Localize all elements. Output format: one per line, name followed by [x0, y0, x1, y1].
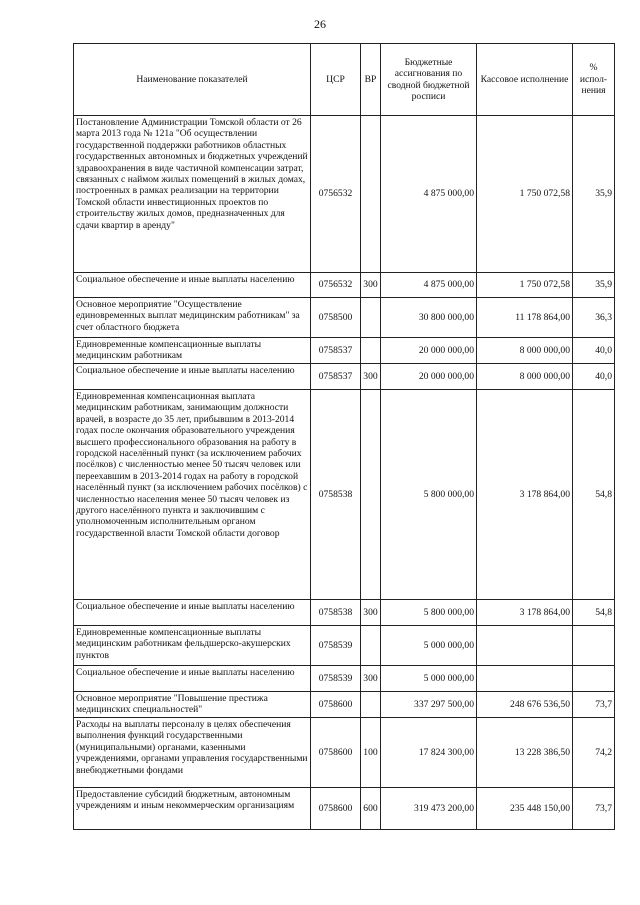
- row-name: Единовременные компенсационные выплаты медицинским работникам: [74, 338, 311, 364]
- header-vr: ВР: [361, 44, 381, 116]
- row-csr: 0756532: [311, 116, 361, 273]
- row-name: Социальное обеспечение и иные выплаты населению: [74, 273, 311, 298]
- row-allocation: 5 000 000,00: [381, 626, 477, 666]
- table-row: [74, 788, 615, 830]
- page-number: 26: [314, 17, 326, 31]
- row-cash: [477, 666, 573, 692]
- table-row: [74, 364, 615, 390]
- table-row: [74, 718, 615, 788]
- row-allocation: 4 875 000,00: [381, 116, 477, 273]
- row-vr: 300: [361, 666, 381, 692]
- row-vr: 300: [361, 600, 381, 626]
- row-csr: 0758600: [311, 692, 361, 718]
- row-percent: 54,8: [573, 390, 615, 600]
- row-name: Социальное обеспечение и иные выплаты населению: [74, 666, 311, 692]
- table-row: [74, 666, 615, 692]
- header-name: Наименование показателей: [74, 44, 311, 116]
- table-row: [74, 273, 615, 298]
- row-vr: [361, 692, 381, 718]
- row-vr: 300: [361, 364, 381, 390]
- row-name: Социальное обеспечение и иные выплаты населению: [74, 600, 311, 626]
- row-csr: 0758500: [311, 298, 361, 338]
- header-cash-execution: Кассовое исполнение: [477, 44, 573, 116]
- table-row: [74, 692, 615, 718]
- row-percent: 40,0: [573, 338, 615, 364]
- row-csr: 0758537: [311, 338, 361, 364]
- row-cash: 11 178 864,00: [477, 298, 573, 338]
- row-percent: 35,9: [573, 116, 615, 273]
- row-cash: 235 448 150,00: [477, 788, 573, 830]
- table-row: [74, 338, 615, 364]
- row-percent: [573, 666, 615, 692]
- row-vr: 100: [361, 718, 381, 788]
- table-row: [74, 600, 615, 626]
- row-csr: 0758538: [311, 600, 361, 626]
- row-csr: 0758538: [311, 390, 361, 600]
- row-vr: [361, 298, 381, 338]
- row-csr: 0758537: [311, 364, 361, 390]
- row-vr: 300: [361, 273, 381, 298]
- row-cash: 13 228 386,50: [477, 718, 573, 788]
- row-cash: 3 178 864,00: [477, 600, 573, 626]
- row-csr: 0758539: [311, 666, 361, 692]
- table-row: [74, 298, 615, 338]
- row-percent: 73,7: [573, 788, 615, 830]
- row-name: Предоставление субсидий бюджетным, автономным учреждениям и иным некоммерческим организациям: [74, 788, 311, 830]
- header-csr: ЦСР: [311, 44, 361, 116]
- row-percent: [573, 626, 615, 666]
- header-allocations: Бюджетные ассигнования по сводной бюджетной росписи: [381, 44, 477, 116]
- row-percent: 54,8: [573, 600, 615, 626]
- row-cash: 8 000 000,00: [477, 338, 573, 364]
- row-name: Постановление Администрации Томской области от 26 марта 2013 года № 121а "Об осуществлении государственной поддержки работников областных государственных автономных и бюджетных учреждений здравоохранения в виде частичной компенсации затрат, связанных с наймом жилых помещений в жилых домах, построенных в рамках реализации на территории Томской области инвестиционных проектов по строительству жилых домов, предназначенных для сдачи квартир в аренду": [74, 116, 311, 273]
- row-allocation: 20 000 000,00: [381, 364, 477, 390]
- row-csr: 0758539: [311, 626, 361, 666]
- row-allocation: 337 297 500,00: [381, 692, 477, 718]
- row-percent: 74,2: [573, 718, 615, 788]
- row-vr: [361, 626, 381, 666]
- row-allocation: 30 800 000,00: [381, 298, 477, 338]
- row-vr: [361, 390, 381, 600]
- row-csr: 0758600: [311, 788, 361, 830]
- row-percent: 35,9: [573, 273, 615, 298]
- row-cash: 1 750 072,58: [477, 273, 573, 298]
- table-row: [74, 626, 615, 666]
- table-row: [74, 390, 615, 600]
- row-allocation: 4 875 000,00: [381, 273, 477, 298]
- row-percent: 40,0: [573, 364, 615, 390]
- row-csr: 0756532: [311, 273, 361, 298]
- header-percent: % испол-нения: [573, 44, 615, 116]
- row-cash: 3 178 864,00: [477, 390, 573, 600]
- row-allocation: 5 800 000,00: [381, 600, 477, 626]
- row-vr: [361, 338, 381, 364]
- budget-table: [73, 43, 615, 830]
- row-vr: [361, 116, 381, 273]
- row-name: Социальное обеспечение и иные выплаты населению: [74, 364, 311, 390]
- row-cash: 1 750 072,58: [477, 116, 573, 273]
- row-allocation: 17 824 300,00: [381, 718, 477, 788]
- row-vr: 600: [361, 788, 381, 830]
- row-name: Основное мероприятие "Осуществление единовременных выплат медицинским работникам" за счет областного бюджета: [74, 298, 311, 338]
- row-cash: 248 676 536,50: [477, 692, 573, 718]
- row-cash: [477, 626, 573, 666]
- row-allocation: 319 473 200,00: [381, 788, 477, 830]
- row-allocation: 20 000 000,00: [381, 338, 477, 364]
- row-name: Основное мероприятие "Повышение престижа медицинских специальностей": [74, 692, 311, 718]
- table-header-row: [74, 44, 615, 116]
- row-percent: 36,3: [573, 298, 615, 338]
- row-allocation: 5 000 000,00: [381, 666, 477, 692]
- row-name: Единовременная компенсационная выплата медицинским работникам, занимающим должности врачей, в возрасте до 35 лет, прибывшим в 2013-2014 годах после окончания образовательного учреждения высшего профессионального образования на работу в городской населённый пункт (за исключением рабочих посёлков) с численностью менее 50 тысяч человек или переехавшим в 2013-2014 годах на работу в городской населённый пункт (за исключением рабочих посёлков) с численностью населения менее 50 тысяч человек из другого населённого пункта и заключившим с уполномоченным исполнительным органом государственной власти Томской области договор: [74, 390, 311, 600]
- row-allocation: 5 800 000,00: [381, 390, 477, 600]
- row-name: Расходы на выплаты персоналу в целях обеспечения выполнения функций государственными (муниципальными) органами, казенными учреждениями, органами управления государственными внебюджетными фондами: [74, 718, 311, 788]
- table-row: [74, 116, 615, 273]
- row-csr: 0758600: [311, 718, 361, 788]
- row-percent: 73,7: [573, 692, 615, 718]
- row-name: Единовременные компенсационные выплаты медицинским работникам фельдшерско-акушерских пунктов: [74, 626, 311, 666]
- row-cash: 8 000 000,00: [477, 364, 573, 390]
